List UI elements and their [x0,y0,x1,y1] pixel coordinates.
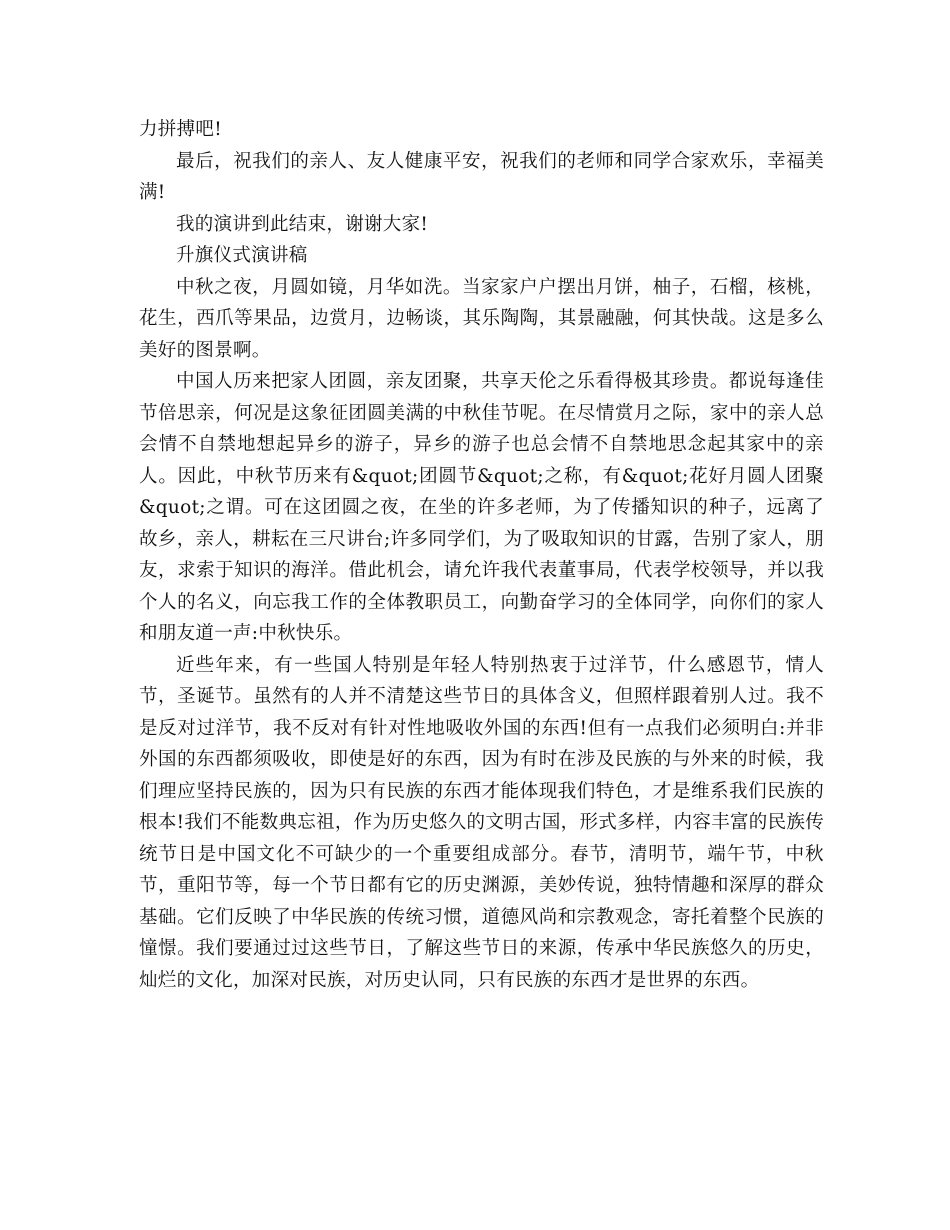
paragraph-traditional-festivals: 近些年来，有一些国人特别是年轻人特别热衷于过洋节，什么感恩节，情人节，圣诞节。虽然有的人并不清楚这些节日的具体含义，但照样跟着别人过。我不是反对过洋节，我不反对有针对性地吸收外国的东西!但有一点我们必须明白:并非外国的东西都须吸收，即使是好的东西，因为有时在涉及民族的与外来的时候，我们理应坚持民族的，因为只有民族的东西才能体现我们特色，才是维系我们民族的根本!我们不能数典忘祖，作为历史悠久的文明古国，形式多样，内容丰富的民族传统节日是中国文化不可缺少的一个重要组成部分。春节，清明节，端午节，中秋节，重阳节等，每一个节日都有它的历史渊源，美妙传说，独特情趣和深厚的群众基础。它们反映了中华民族的传统习惯，道德风尚和宗教观念，寄托着整个民族的憧憬。我们要通过过这些节日，了解这些节日的来源，传承中华民族悠久的历史，灿烂的文化，加深对民族，对历史认同，只有民族的东西才是世界的东西。 [139,654,824,991]
paragraph-mid-autumn-night: 中秋之夜，月圆如镜，月华如洗。当家家户户摆出月饼，柚子，石榴，核桃，花生，西爪等果品，边赏月，边畅谈，其乐陶陶，其景融融，何其快哉。这是多么美好的图景啊。 [139,276,824,361]
paragraph-family-reunion: 中国人历来把家人团圆，亲友团聚，共享天伦之乐看得极其珍贵。都说每逢佳节倍思亲，何况是这象征团圆美满的中秋佳节呢。在尽情赏月之际，家中的亲人总会情不自禁地想起异乡的游子，异乡的游子也总会情不自禁地思念起其家中的亲人。因此，中秋节历来有&quot;团圆节&quot;之称，有&quot;花好月圆人团聚&quot;之谓。可在这团圆之夜，在坐的许多老师，为了传播知识的种子，远离了故乡，亲人，耕耘在三尺讲台;许多同学们，为了吸取知识的甘露，告别了家人，朋友，求索于知识的海洋。借此机会，请允许我代表董事局，代表学校领导，并以我个人的名义，向忘我工作的全体教职员工，向勤奋学习的全体同学，向你们的家人和朋友道一声:中秋快乐。 [139,371,824,644]
paragraph-continuation: 力拼搏吧! [139,119,222,140]
document-body [139,114,824,996]
paragraph-closing-wishes: 最后，祝我们的亲人、友人健康平安，祝我们的老师和同学合家欢乐，幸福美满! [139,150,824,203]
section-title: 升旗仪式演讲稿 [176,245,308,266]
paragraph-speech-end: 我的演讲到此结束，谢谢大家! [176,213,429,235]
